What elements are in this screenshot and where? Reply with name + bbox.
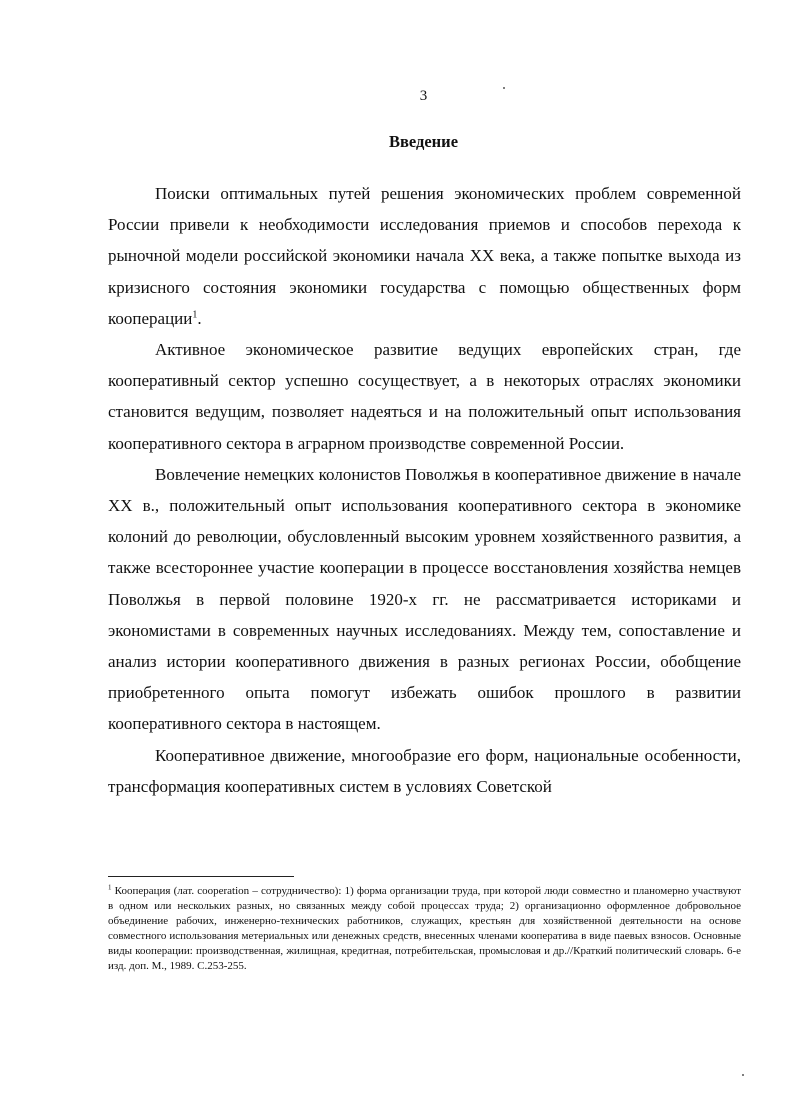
footnote xyxy=(108,884,741,974)
page-number: 3 xyxy=(419,88,428,104)
footnote-mark: 1 xyxy=(108,883,112,892)
body-text xyxy=(108,178,741,802)
paragraph-tail: . xyxy=(197,308,202,328)
footnote-text: Кооперация (лат. cooperation – сотрудничество): 1) форма организации труда, при которой люди совместно и планомерно участвуют в одном или нескольких разных, но связанных между собой процессах труда; 2) организационно оформленное добровольное объединение рабочих, инженерно-технических работников, служащих, крестьян для хозяйственной деятельности на основе совместного использования метериальных или денежных средств, внесенных членами кооператива в виде паевых взносов. Основные виды кооперации: производственная, жилищная, кредитная, потребительская, промысловая и др.//Краткий политический словарь. 6-е изд. доп. М., 1989. С.253-255. xyxy=(108,885,742,972)
paragraph xyxy=(108,178,741,334)
scan-speck xyxy=(503,87,505,89)
paragraph: Кооперативное движение, многообразие его форм, национальные особенности, трансформация кооперативных систем в условиях Советской xyxy=(108,745,741,796)
paragraph: Активное экономическое развитие ведущих европейских стран, где кооперативный сектор успешно сосуществует, а в некоторых отраслях экономики становится ведущим, позволяет надеяться и на положительный опыт использования кооперативного сектора в аграрном производстве современной России. xyxy=(108,340,741,453)
footnote-reference: 1 xyxy=(192,309,198,321)
paragraph: Вовлечение немецких колонистов Поволжья в кооперативное движение в начале XX в., положительный опыт использования кооперативного сектора в экономике колоний до революции, обусловленный высоким уровнем хозяйственного развития, а также всестороннее участие кооперации в процессе восстановления хозяйства немцев Поволжья в первой половине 1920-х гг. не рассматривается историками и экономистами в современных научных исследованиях. Между тем, сопоставление и анализ истории кооперативного движения в разных регионах России, обобщение приобретенного опыта помогут избежать ошибок прошлого в развитии кооперативного сектора в настоящем. xyxy=(108,464,741,734)
paragraph-text: Поиски оптимальных путей решения экономических проблем современной России привели к необходимости исследования приемов и способов перехода к рыночной модели российской экономики начала XX века, а также попытке выхода из кризисного состояния экономики государства с помощью общественных форм кооперации xyxy=(108,184,741,328)
footnote-divider xyxy=(108,876,294,877)
page-title: Введение xyxy=(388,132,459,151)
scan-speck xyxy=(742,1074,744,1076)
